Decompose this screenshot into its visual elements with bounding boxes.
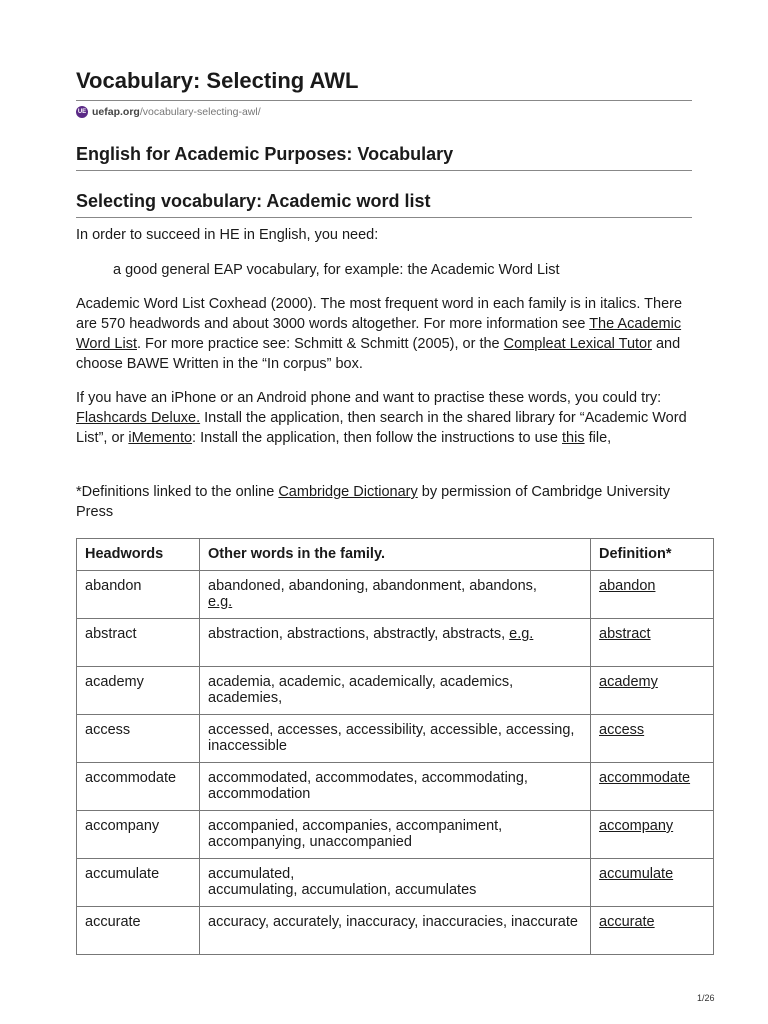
family-cell <box>200 667 591 715</box>
family-cell <box>200 571 591 619</box>
source-link[interactable] <box>76 106 261 118</box>
flashcards-link[interactable]: Flashcards Deluxe. <box>76 410 201 426</box>
headword-cell: accompany <box>77 811 200 859</box>
title-divider <box>76 100 692 101</box>
this-file-link[interactable]: this <box>562 430 585 446</box>
page-title: Vocabulary: Selecting AWL <box>76 68 359 93</box>
intro-text: In order to succeed in HE in English, you need: <box>76 227 379 243</box>
definition-cell <box>591 667 714 715</box>
headword-cell: accurate <box>77 907 200 955</box>
definition-link[interactable]: accommodate <box>599 770 691 786</box>
family-words: accessed, accesses, accessibility, accessible, accessing, inaccessible <box>208 722 575 754</box>
table-row <box>77 571 714 619</box>
subsection-divider <box>76 217 692 218</box>
definition-cell <box>591 571 714 619</box>
family-words: abstraction, abstractions, abstractly, abstracts, <box>208 626 510 642</box>
headword-cell: abstract <box>77 619 200 667</box>
apps-paragraph: If you have an iPhone or an Android phone and want to practise these words, you could try: Flashcards Deluxe. Install the application, then search in the shared library for “Academic Word List”, or iMemento: Install the application, then follow the instructions to use this file, <box>76 390 687 446</box>
definition-link[interactable]: accompany <box>599 818 674 834</box>
family-words: accompanied, accompanies, accompaniment, accompanying, unaccompanied <box>208 818 503 850</box>
definition-link[interactable]: accurate <box>599 914 655 930</box>
definition-cell <box>591 859 714 907</box>
awl-paragraph: Academic Word List Coxhead (2000). The most frequent word in each family is in italics. There are 570 headwords and about 3000 words altogether. For more information see The Academic Word List. For more practice see: Schmitt & Schmitt (2005), or the Compleat Lexical Tutor and choose BAWE Written in the “In corpus” box. <box>76 296 683 372</box>
subsection-heading: Selecting vocabulary: Academic word list <box>76 191 431 211</box>
table-row <box>77 715 714 763</box>
section-divider <box>76 170 692 171</box>
definition-link[interactable]: academy <box>599 674 658 690</box>
family-words: accumulated, accumulating, accumulation, accumulates <box>208 866 477 898</box>
table-row <box>77 619 714 667</box>
table-header-row <box>77 539 714 571</box>
definition-cell <box>591 811 714 859</box>
family-cell <box>200 763 591 811</box>
table-row <box>77 667 714 715</box>
definition-cell <box>591 715 714 763</box>
headword-cell: academy <box>77 667 200 715</box>
example-link[interactable]: e.g. <box>509 626 534 642</box>
family-words: abandoned, abandoning, abandonment, abandons, <box>208 578 537 594</box>
definition-link[interactable]: abandon <box>599 578 656 594</box>
source-path[interactable]: /vocabulary-selecting-awl/ <box>139 106 261 118</box>
table-row <box>77 859 714 907</box>
column-header: Headwords <box>77 539 200 571</box>
table-row <box>77 811 714 859</box>
headword-cell: access <box>77 715 200 763</box>
definition-link[interactable]: abstract <box>599 626 651 642</box>
definition-cell <box>591 763 714 811</box>
family-cell <box>200 859 591 907</box>
page-indicator: 1/26 <box>697 993 715 1003</box>
definitions-note: *Definitions linked to the online Cambridge Dictionary by permission of Cambridge University Press <box>76 484 670 520</box>
family-words: accommodated, accommodates, accommodating, accommodation <box>208 770 528 802</box>
section-heading: English for Academic Purposes: Vocabulary <box>76 144 454 164</box>
cambridge-dictionary-link[interactable]: Cambridge Dictionary <box>278 484 418 500</box>
definition-link[interactable]: accumulate <box>599 866 674 882</box>
column-header: Definition* <box>591 539 714 571</box>
example-link[interactable]: e.g. <box>208 594 233 610</box>
family-cell <box>200 907 591 955</box>
family-words: accuracy, accurately, inaccuracy, inaccuracies, inaccurate <box>208 914 578 930</box>
table-row <box>77 907 714 955</box>
family-cell <box>200 811 591 859</box>
definition-cell <box>591 619 714 667</box>
awl-link[interactable]: The Academic Word List <box>76 316 682 352</box>
family-words: academia, academic, academically, academics, academies, <box>208 674 514 706</box>
headword-cell: accumulate <box>77 859 200 907</box>
definition-link[interactable]: access <box>599 722 645 738</box>
family-cell <box>200 715 591 763</box>
table-row <box>77 763 714 811</box>
awl-table <box>76 538 714 955</box>
column-header: Other words in the family. <box>200 539 591 571</box>
source-host[interactable]: uefap.org <box>92 106 140 118</box>
bullet-text: a good general EAP vocabulary, for example: the Academic Word List <box>113 262 560 278</box>
headword-cell: accommodate <box>77 763 200 811</box>
definition-cell <box>591 907 714 955</box>
family-cell <box>200 619 591 667</box>
lexical-tutor-link[interactable]: Compleat Lexical Tutor <box>503 336 652 352</box>
headword-cell: abandon <box>77 571 200 619</box>
imemento-link[interactable]: iMemento <box>128 430 193 446</box>
site-favicon-icon: UE <box>76 106 88 118</box>
